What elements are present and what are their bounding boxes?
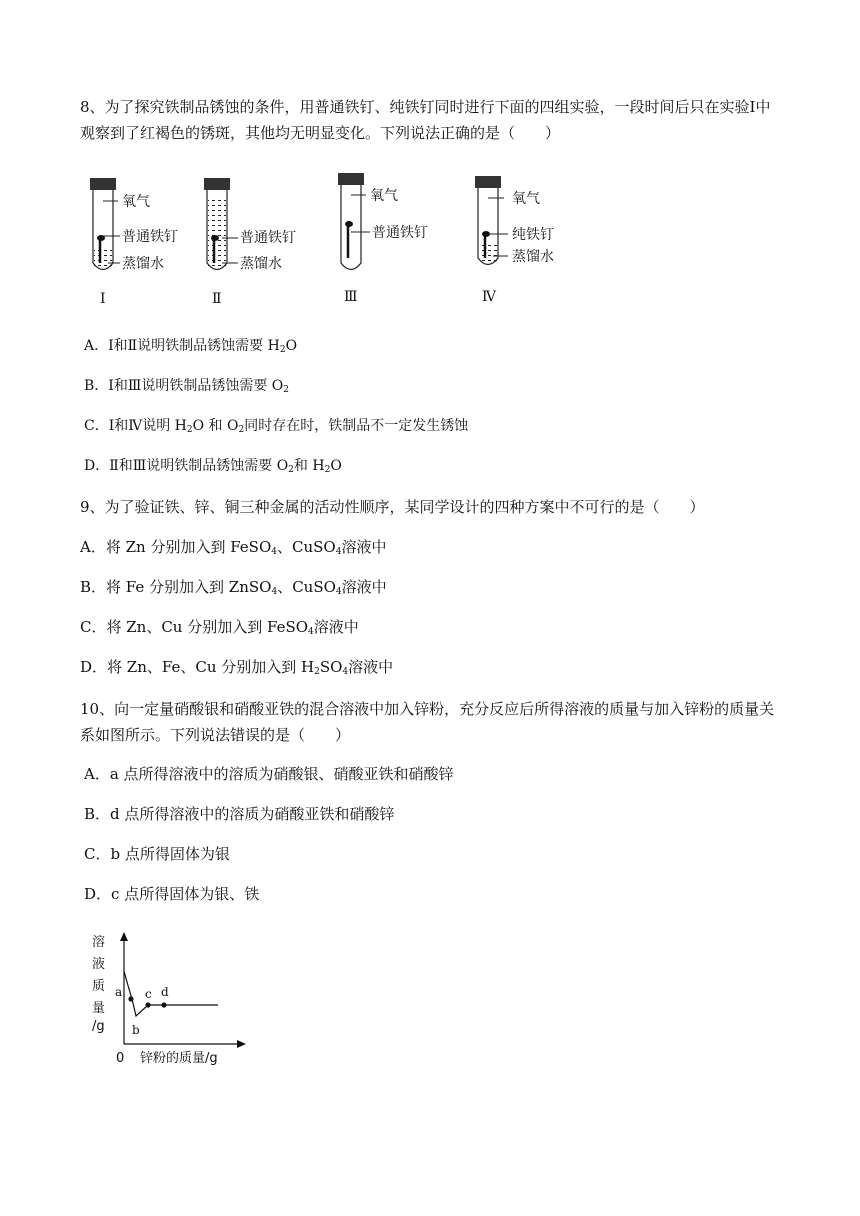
tube-2 [204,178,296,307]
tube-3-label-nail: 普通铁钉 [372,225,428,241]
tube-2-label-nail: 普通铁钉 [240,230,296,246]
tube-2-numeral: Ⅱ [212,291,222,307]
point-c-label: c [145,987,152,1001]
tube-3-label-oxygen: 氧气 [370,188,398,204]
q8-option-c: C．Ⅰ和Ⅳ说明 $H_2O$ 和 $O_2$同时存在时，铁制品不一定发生锈蚀 [84,418,469,435]
point-b-label: b [132,1023,140,1037]
q9-option-c: C．将 Zn、Cu 分别加入到 FeSO$_4$溶液中 [80,618,359,637]
q8-test-tube-figure [80,168,640,313]
q8-stem: 8、为了探究铁制品锈蚀的条件，用普通铁钉、纯铁钉同时进行下面的四组实验，一段时间后只在实验Ⅰ中观察到了红褐色的锈斑，其他均无明显变化。下列说法正确的是（ ） [80,98,771,142]
q8-option-d: D．Ⅱ和Ⅲ说明铁制品锈蚀需要 $O_2$和 $H_2O$ [84,458,342,475]
q10-graph [86,926,256,1074]
tube-4-label-oxygen: 氧气 [512,191,540,207]
y-label-char-2: 液 [92,957,106,972]
q8-option-a: A．Ⅰ和Ⅱ说明铁制品锈蚀需要 $H_2O$ [84,338,298,355]
q9-option-b: B．将 Fe 分别加入到 ZnSO$_4$、CuSO$_4$溶液中 [80,578,387,597]
tube-4-numeral: Ⅳ [482,289,496,305]
curve [124,971,218,1016]
y-label-char-3: 质 [92,979,106,994]
tube-4 [475,176,554,305]
q9-option-d: D．将 Zn、Fe、Cu 分别加入到 $H_2SO_4$溶液中 [80,658,394,677]
q10-option-c: C．b 点所得固体为银 [84,845,230,863]
q9-stem: 9、为了验证铁、锌、铜三种金属的活动性顺序，某同学设计的四种方案中不可行的是（ ） [80,498,705,516]
tube-1-label-water: 蒸馏水 [122,256,164,272]
point-a-label: a [115,985,123,999]
tube-4-label-water: 蒸馏水 [512,249,554,265]
q10-option-b: B．d 点所得溶液中的溶质为硝酸亚铁和硝酸锌 [84,805,395,823]
y-label-unit: /g [92,1019,105,1034]
point-a [128,996,133,1001]
q10-stem: 10、向一定量硝酸银和硝酸亚铁的混合溶液中加入锌粉，充分反应后所得溶液的质量与加入锌粉的质量关系如图所示。下列说法错误的是（ ） [80,700,775,744]
point-d-label: d [161,985,169,999]
q8-option-b: B．Ⅰ和Ⅲ说明铁制品锈蚀需要 $O_2$ [84,378,289,395]
tube-3 [338,173,428,305]
tube-2-label-water: 蒸馏水 [240,256,282,272]
tube-1-label-nail: 普通铁钉 [122,229,178,245]
q9-option-a: A．将 Zn 分别加入到 FeSO$_4$、CuSO$_4$溶液中 [80,538,387,557]
origin-label: 0 [116,1051,125,1066]
tube-3-numeral: Ⅲ [344,289,358,305]
tube-1 [90,178,178,307]
point-c [145,1002,150,1007]
tube-1-numeral: Ⅰ [100,291,106,307]
y-label-char-4: 量 [92,1001,106,1016]
y-axis-arrow [120,932,128,941]
x-label: 锌粉的质量/g [140,1051,218,1066]
x-axis-arrow [237,1040,246,1048]
q10-option-a: A．a 点所得溶液中的溶质为硝酸银、硝酸亚铁和硝酸锌 [84,765,454,783]
q10-option-d: D．c 点所得固体为银、铁 [84,885,260,903]
tube-1-label-oxygen: 氧气 [122,194,150,210]
tube-4-label-nail: 纯铁钉 [512,227,554,243]
point-d [161,1002,166,1007]
y-label-char-1: 溶 [92,935,106,950]
